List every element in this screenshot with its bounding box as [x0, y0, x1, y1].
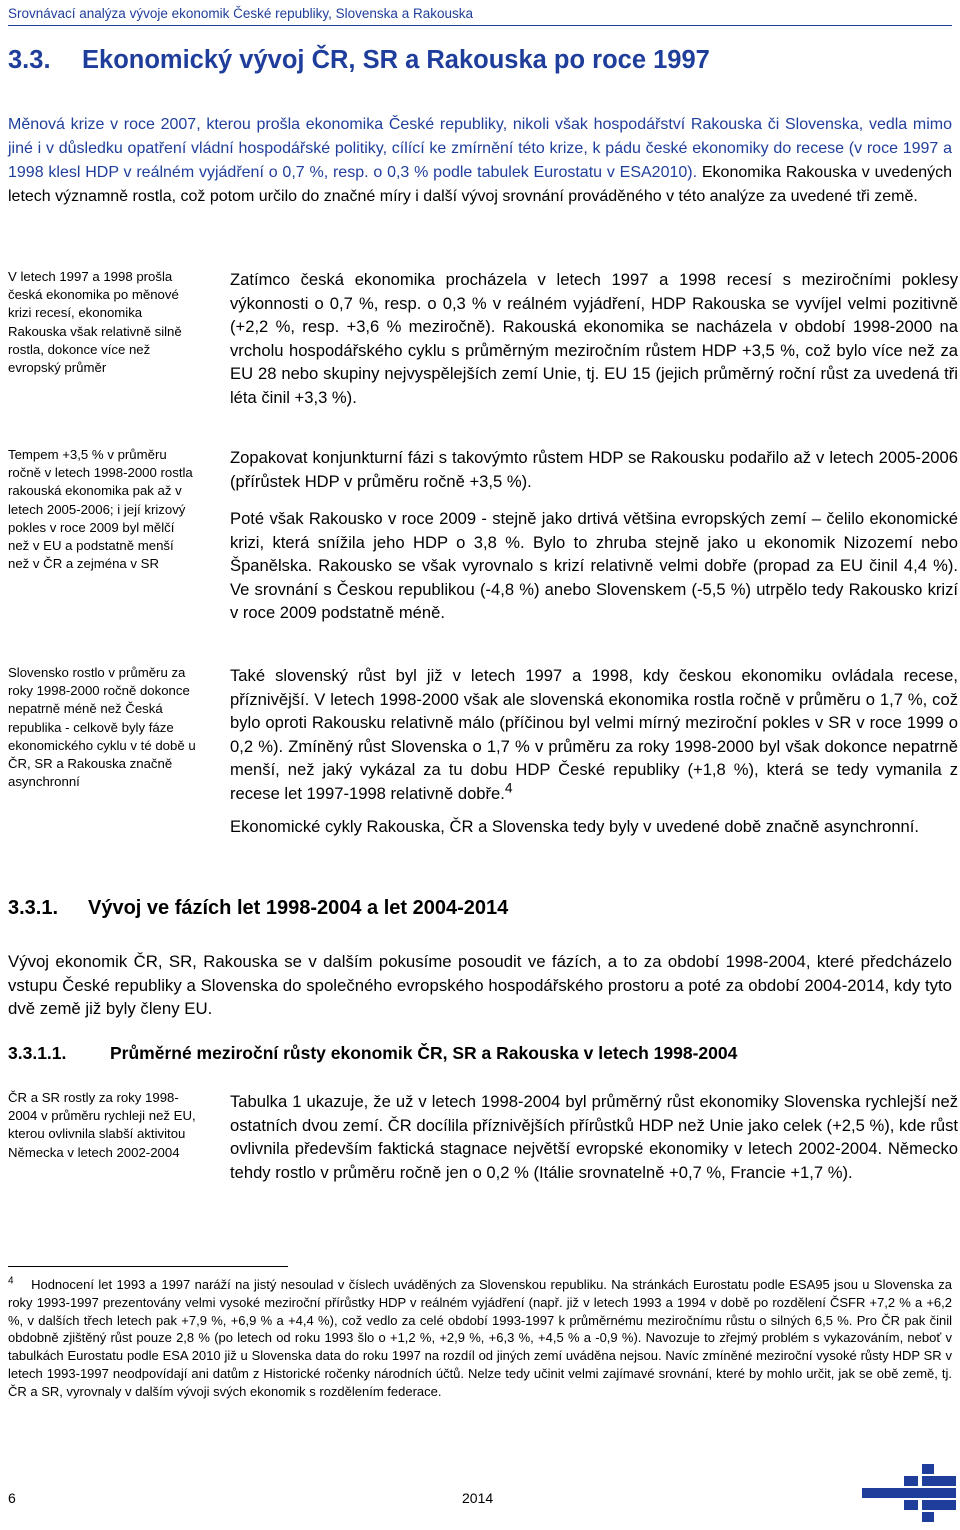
intro-paragraph — [8, 113, 952, 209]
intro-part-2: Ekonomika Rakouska v uvedených letech významně rostla, což potom určilo do značné míry i další vývoj srovnání prováděného v této analýze za uvedené tři země. — [8, 164, 953, 205]
paragraph-4 — [230, 664, 958, 806]
margin-note-1: V letech 1997 a 1998 prošla česká ekonomika po měnové krizi recesí, ekonomika Rakouska však relativně silně rostla, dokonce více než evropský průměr — [8, 269, 182, 376]
paragraph-1: Zatímco česká ekonomika procházela v letech 1997 a 1998 recesí s meziročními poklesy výkonnosti o 0,7 %, resp. o 0,3 % v reálném vyjádření, HDP Rakouska se vyvíjel velmi pozitivně (+2,2 %, resp. +3,6 % meziročně). Rakouská ekonomika se nacházela v období 1998-2000 na vrcholu hospodářského cyklu s průměrným meziročním růstem HDP +3,5 %, což bylo více než za EU 28 nebo skupiny nejvyspělejších zemí Unie, tj. EU 15 (jejich průměrný roční růst za uvedená tři léta činil +3,3 %). — [230, 270, 958, 407]
margin-note-4: ČR a SR rostly za roky 1998-2004 v průměru rychleji než EU, kterou ovlivnila slabší aktivitou Německa v letech 2002-2004 — [8, 1090, 196, 1160]
section-title-text: Ekonomický vývoj ČR, SR a Rakouska po roce 1997 — [82, 46, 710, 74]
subsubsection-title: Průměrné meziroční růsty ekonomik ČR, SR a Rakouska v letech 1998-2004 — [110, 1043, 738, 1063]
paragraph-5: Ekonomické cykly Rakouska, ČR a Slovenska tedy byly v uvedené době značně asynchronní. — [230, 817, 920, 836]
paragraph-3: Poté však Rakousko v roce 2009 - stejně jako drtivá většina evropských zemí – čelilo ekonomické krizi, která snížila jeho HDP o 3,8 %. Bylo to zhruba stejně jako u ekonomik Nizozemí nebo Španělska. Rakousko se však vyrovnalo s krizí relativně velmi dobře (propad za EU činil 4,4 %). Ve srovnání s Českou republikou (-4,8 %) anebo Slovenskem (-5,5 %) utrpělo tedy Rakousko krizí v roce 2009 podstatně méně. — [230, 509, 958, 623]
subsubsection-heading — [8, 1043, 737, 1064]
section-number: 3.3. — [8, 46, 51, 74]
footnote-divider — [8, 1266, 288, 1267]
intro-part-1: Měnová krize v roce 2007, kterou prošla ekonomika České republiky, nikoli však hospodářství Rakouska či Slovenska, vedla mimo jiné i v důsledku opatření vládní hospodářské politiky, cílící ke zmírnění této krize, k pádu české ekonomiky do recese (v roce 1997 a 1998 klesl HDP v reálném vyjádření o 0,7 %, resp. o 0,3 % podle tabulek Eurostatu v ESA2010). — [8, 116, 952, 181]
subsubsection-number: 3.3.1.1. — [8, 1043, 67, 1063]
subsection-heading — [8, 897, 508, 920]
footnote-mark: 4 — [8, 1275, 14, 1287]
subsubsection-paragraph: Tabulka 1 ukazuje, že už v letech 1998-2004 byl průměrný růst ekonomiky Slovenska rychlejší než ostatních dvou zemí. ČR docílila příznivějších přírůstků HDP než Unie jako celek (+2,5 %), kde růst ovlivnila především faktická stagnace největší evropské ekonomiky v letech 2002-2004. Německo tehdy rostlo v průměru ročně jen o 0,2 % (Itálie srovnatelně +0,7 %, Francie +1,7 %). — [230, 1092, 958, 1182]
footer-year: 2014 — [462, 1490, 494, 1506]
margin-note-2: Tempem +3,5 % v průměru ročně v letech 1998-2000 rostla rakouská ekonomika pak až v letech 2005-2006; i její krizový pokles v roce 2009 byl mělčí než v EU a podstatně menší než v ČR a zejména v SR — [8, 447, 193, 572]
subsection-title: Vývoj ve fázích let 1998-2004 a let 2004-2014 — [88, 897, 509, 919]
czso-logo-icon — [860, 1462, 958, 1526]
section-title — [8, 46, 952, 75]
footnote-text: Hodnocení let 1993 a 1997 naráží na jistý nesoulad v číslech uváděných za Slovenskou republiku. Na stránkách Eurostatu podle ESA95 jsou u Slovenska za roky 1993-1997 prezentovány velmi vysoké meziroční přírůstky HDP v reálném vyjádření (např. již v letech 1993 a 1994 v době po rozdělení ČSFR +7,2 % a +6,2 %, v dalších třech letech pak +7,9 %, +6,9 % a +4,4 %), což vedlo za celé období 1993-1997 k průměrnému meziročnímu růstu o silných 6,5 %. Pro ČR pak činil obdobně zjištěný růst pouze 2,8 % (po letech od roku 1993 šlo o +1,2 %, +2,9 %, +6,3 %, +4,5 % a -0,9 %). Navozuje to zřejmý problém s vykazováním, neboť v tabulkách Eurostatu podle ESA 2010 již u Slovenska data do roku 1997 na rozdíl od jiných zemí uváděna nejsou. Navíc zmíněné meziroční vysoké růsty HDP SR v letech 1993-1997 neodpovídají ani datům z Historické ročenky národních účtů. Nelze tedy učinit velmi zajímavé srovnání, které by mohlo určit, jak se obě země, tj. ČR a SR, vyrovnaly v dalším vývoji svých ekonomik s rozdělením federace. — [8, 1277, 952, 1399]
subsection-paragraph: Vývoj ekonomik ČR, SR, Rakouska se v dalším pokusíme posoudit ve fázích, a to za období 1998-2004, které předcházelo vstupu České republiky a Slovenska do společného evropského hospodářského prostoru a poté za období 2004-2014, kdy tyto dvě země již byly členy EU. — [8, 952, 952, 1018]
margin-note-3: Slovensko rostlo v průměru za roky 1998-2000 ročně dokonce nepatrně méně než Česká republika - celkově byly fáze ekonomického cyklu v té době u ČR, SR a Rakouska značně asynchronní — [8, 665, 196, 790]
footnote — [8, 1276, 952, 1401]
footnote-ref[interactable]: 4 — [504, 779, 513, 796]
paragraph-4-text: Také slovenský růst byl již v letech 1997 a 1998, kdy českou ekonomiku ovládala recese, příznivější. V letech 1998-2000 však ale slovenská ekonomika rostla ročně v průměru o 1,7 %, což bylo oproti Rakousku relativně málo (příčinou byl velmi mírný meziroční pokles v SR v roce 1999 o 0,2 %). Zmíněný růst Slovenska o 1,7 % v průměru za roky 1998-2000 byl však dokonce nepatrně menší, než jaký vykázal za tu dobu HDP České republiky (+1,8 %), která se tedy vymanila z recese let 1997-1998 relativně dobře. — [230, 666, 958, 803]
page-number: 6 — [8, 1490, 16, 1506]
subsection-number: 3.3.1. — [8, 897, 59, 919]
paragraph-2: Zopakovat konjunkturní fázi s takovýmto růstem HDP se Rakousku podařilo až v letech 2005-2006 (přírůstek HDP v průměru ročně +3,5 %). — [230, 448, 958, 491]
running-header: Srovnávací analýza vývoje ekonomik České republiky, Slovenska a Rakouska — [8, 6, 952, 26]
